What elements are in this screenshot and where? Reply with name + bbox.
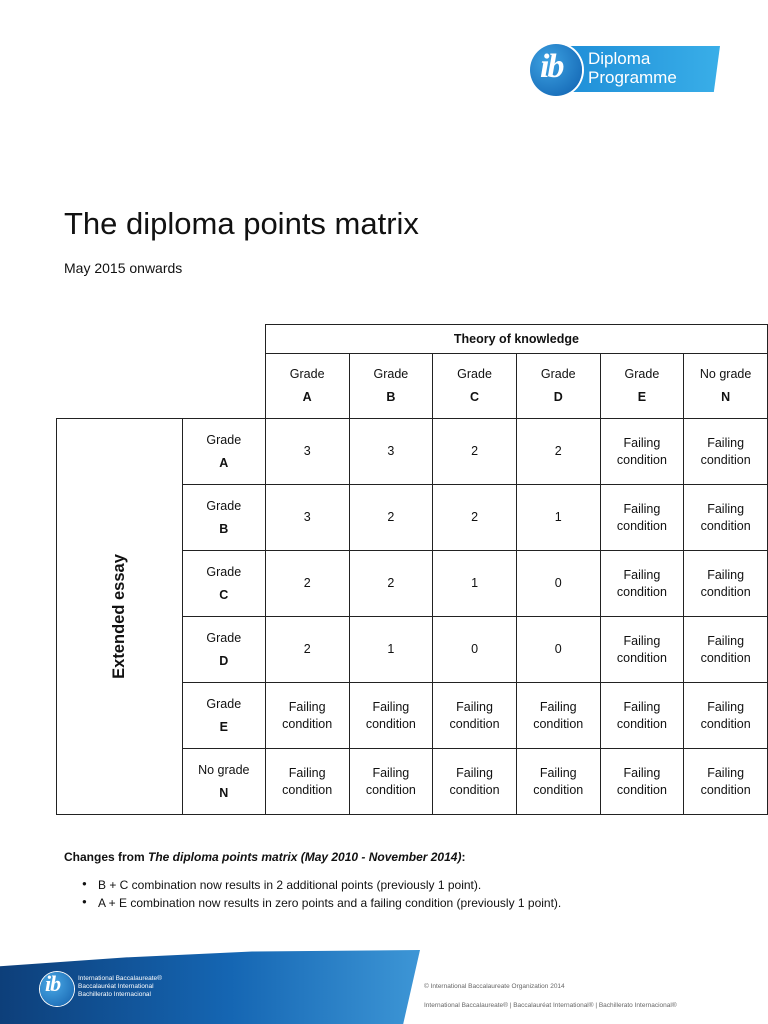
ib-logo-mark: ib — [540, 48, 563, 85]
matrix-cell: 0 — [516, 551, 600, 617]
matrix-cell: Failing condition — [684, 617, 768, 683]
changes-section — [64, 850, 561, 914]
footer-name-es: Bachillerato Internacional — [78, 991, 151, 998]
logo-text — [588, 49, 677, 87]
footer-copyright: © International Baccalaureate Organization 2014 — [424, 983, 565, 990]
ee-grade-header — [182, 617, 265, 683]
matrix-cell: Failing condition — [600, 551, 684, 617]
matrix-cell: 1 — [433, 551, 517, 617]
logo-line-2: Programme — [588, 68, 677, 87]
matrix-cell: Failing condition — [684, 485, 768, 551]
ee-title: Extended essay — [109, 553, 128, 679]
matrix-cell: 2 — [433, 485, 517, 551]
matrix-cell: 2 — [516, 419, 600, 485]
matrix-corner — [57, 325, 266, 354]
ee-grade-header — [182, 419, 265, 485]
footer-ib-mark: ib — [45, 971, 61, 996]
matrix-cell: 2 — [349, 551, 433, 617]
tok-grade-header — [433, 354, 517, 419]
grade-label: Grade — [624, 367, 660, 381]
grade-label: No grade — [198, 762, 250, 777]
matrix-cell: Failing condition — [600, 617, 684, 683]
matrix-cell: Failing condition — [349, 683, 433, 749]
grade-label: Grade — [206, 630, 242, 645]
footer-org-names — [78, 975, 162, 999]
tok-grade-header — [516, 354, 600, 419]
page-subtitle: May 2015 onwards — [64, 260, 183, 276]
matrix-cell: Failing condition — [433, 749, 517, 815]
matrix-cell: Failing condition — [433, 683, 517, 749]
ib-diploma-logo — [530, 44, 722, 96]
grade-label: Grade — [206, 498, 242, 513]
matrix-cell: Failing condition — [349, 749, 433, 815]
matrix-cell: Failing condition — [516, 683, 600, 749]
grade-letter: D — [219, 653, 229, 668]
tok-grade-header — [684, 354, 768, 419]
grade-letter: B — [386, 390, 396, 404]
tok-grade-header — [600, 354, 684, 419]
matrix-row — [57, 419, 768, 485]
matrix-corner-2 — [57, 354, 266, 419]
matrix-cell: Failing condition — [516, 749, 600, 815]
changes-reference: The diploma points matrix (May 2010 - November 2014) — [148, 850, 462, 864]
grade-label: No grade — [699, 367, 752, 381]
grade-label: Grade — [206, 432, 242, 447]
matrix-cell: 2 — [265, 617, 349, 683]
matrix-cell: Failing condition — [684, 683, 768, 749]
matrix-cell: 2 — [349, 485, 433, 551]
grade-letter: A — [219, 455, 229, 470]
grade-letter: D — [553, 390, 563, 404]
matrix-cell: Failing condition — [600, 419, 684, 485]
matrix-cell: 3 — [265, 485, 349, 551]
matrix-cell: 0 — [433, 617, 517, 683]
matrix-cell: Failing condition — [265, 683, 349, 749]
grade-label: Grade — [373, 367, 409, 381]
changes-lead: Changes from — [64, 850, 149, 864]
grade-letter: A — [302, 390, 312, 404]
grade-letter: N — [721, 390, 731, 404]
grade-letter: B — [219, 521, 229, 536]
ee-grade-header — [182, 683, 265, 749]
grade-label: Grade — [206, 564, 242, 579]
changes-list — [64, 878, 561, 910]
ee-grade-header — [182, 551, 265, 617]
matrix-cell: 0 — [516, 617, 600, 683]
matrix-cell: Failing condition — [265, 749, 349, 815]
tok-header: Theory of knowledge — [265, 325, 767, 354]
matrix-cell: Failing condition — [600, 749, 684, 815]
matrix-cell: 3 — [265, 419, 349, 485]
footer-name-en: International Baccalaureate® — [78, 975, 162, 982]
tok-grade-header — [349, 354, 433, 419]
changes-item: ● B + C combination now results in 2 additional points (previously 1 point). — [84, 878, 561, 892]
matrix-cell: Failing condition — [684, 551, 768, 617]
grade-letter: E — [219, 719, 228, 734]
changes-tail: : — [461, 850, 466, 864]
logo-line-1: Diploma — [588, 49, 651, 68]
tok-grade-header — [265, 354, 349, 419]
grade-letter: E — [637, 390, 647, 404]
grade-label: Grade — [540, 367, 576, 381]
grade-letter: C — [470, 390, 480, 404]
ee-header — [57, 419, 183, 815]
footer-name-fr: Baccalauréat International — [78, 983, 154, 990]
grade-label: Grade — [206, 696, 242, 711]
page-title: The diploma points matrix — [64, 206, 419, 241]
ee-grade-header — [182, 749, 265, 815]
grade-letter: N — [219, 785, 229, 800]
matrix-cell: 1 — [349, 617, 433, 683]
grade-label: Grade — [289, 367, 325, 381]
matrix-cell: 1 — [516, 485, 600, 551]
changes-item: ● A + E combination now results in zero points and a failing condition (previously 1 point). — [84, 896, 561, 910]
matrix-cell: Failing condition — [684, 749, 768, 815]
matrix-cell: Failing condition — [600, 683, 684, 749]
matrix-cell: 2 — [265, 551, 349, 617]
diploma-points-matrix — [56, 324, 768, 815]
matrix-cell: Failing condition — [684, 419, 768, 485]
matrix-cell: 2 — [433, 419, 517, 485]
matrix-cell: Failing condition — [600, 485, 684, 551]
footer-trademarks: International Baccalaureate® | Baccalauréat International® | Bachillerato Internacional® — [424, 1002, 677, 1009]
matrix-cell: 3 — [349, 419, 433, 485]
grade-letter: C — [219, 587, 229, 602]
ee-grade-header — [182, 485, 265, 551]
grade-label: Grade — [457, 367, 492, 381]
